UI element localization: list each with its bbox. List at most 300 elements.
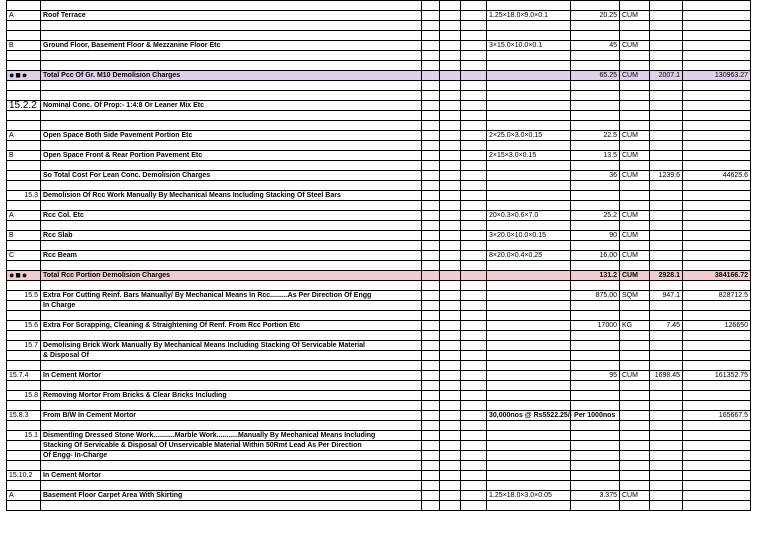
spare-cell	[422, 51, 440, 61]
rate-cell	[650, 121, 683, 131]
spacer-row	[7, 81, 751, 91]
unit-cell	[620, 451, 650, 461]
measurement-cell	[487, 311, 571, 321]
description-cell: Roof Terrace	[41, 11, 422, 21]
item-code-cell	[7, 81, 41, 91]
table-row	[7, 191, 751, 201]
rate-cell	[650, 451, 683, 461]
measurement-cell	[487, 441, 571, 451]
item-code-cell	[7, 161, 41, 171]
description-cell: Extra For Cutting Reinf. Bars Manually/ By Mechanical Means In Rcc.........As Per Direction Of Engg	[41, 291, 422, 301]
quantity-cell: 17000	[571, 321, 620, 331]
spare-cell	[440, 451, 461, 461]
unit-cell	[620, 501, 650, 511]
item-code-cell	[7, 51, 41, 61]
measurement-cell	[487, 431, 571, 441]
item-code-cell	[7, 221, 41, 231]
spare-cell	[422, 291, 440, 301]
measurement-cell	[487, 121, 571, 131]
amount-cell	[683, 201, 751, 211]
spare-cell	[440, 111, 461, 121]
spare-cell	[461, 391, 487, 401]
rate-cell	[650, 231, 683, 241]
rate-cell	[650, 351, 683, 361]
item-code-cell	[7, 301, 41, 311]
rate-cell	[650, 401, 683, 411]
spare-cell	[422, 81, 440, 91]
description-cell: Dismentling Dressed Stone Work...........Marble Work...........Manually By Mechanical Means Including	[41, 431, 422, 441]
item-code-cell: 15.6	[7, 321, 41, 331]
measurement-cell	[487, 201, 571, 211]
amount-cell: 126650	[683, 321, 751, 331]
spare-cell	[422, 71, 440, 81]
spare-cell	[440, 371, 461, 381]
description-cell	[41, 241, 422, 251]
unit-cell: CUM	[620, 271, 650, 281]
measurement-cell	[487, 221, 571, 231]
spare-cell	[440, 481, 461, 491]
spare-cell	[461, 51, 487, 61]
spare-cell	[422, 121, 440, 131]
description-cell: Demolision Of Rcc Work Manually By Mechanical Means Including Stacking Of Steel Bars	[41, 191, 422, 201]
quantity-cell	[571, 441, 620, 451]
spare-cell	[422, 371, 440, 381]
item-code-cell: 15.7.4	[7, 371, 41, 381]
rate-cell	[650, 421, 683, 431]
quantity-cell	[571, 141, 620, 151]
amount-cell	[683, 1, 751, 11]
item-code-cell: A	[7, 491, 41, 501]
spare-cell	[440, 11, 461, 21]
item-code-cell: C	[7, 251, 41, 261]
item-code-cell	[7, 111, 41, 121]
spare-cell	[440, 501, 461, 511]
description-cell	[41, 281, 422, 291]
rate-cell	[650, 1, 683, 11]
rate-cell: 1698.45	[650, 371, 683, 381]
spare-cell	[422, 201, 440, 211]
table-row	[7, 451, 751, 461]
spare-cell	[461, 141, 487, 151]
spare-cell	[422, 251, 440, 261]
table-row	[7, 211, 751, 221]
amount-cell	[683, 381, 751, 391]
description-cell: In Cement Mortor	[41, 371, 422, 381]
item-code-cell	[7, 261, 41, 271]
amount-cell	[683, 161, 751, 171]
unit-cell	[620, 101, 650, 111]
measurement-cell	[487, 321, 571, 331]
description-cell: Total Pcc Of Gr. M10 Demolision Charges	[41, 71, 422, 81]
spare-cell	[440, 81, 461, 91]
spare-cell	[422, 441, 440, 451]
unit-cell	[620, 161, 650, 171]
description-cell: Nominal Conc. Of Prop:- 1:4:8 Or Leaner Mix Etc	[41, 101, 422, 111]
rate-cell	[650, 301, 683, 311]
item-code-cell	[7, 461, 41, 471]
rate-cell	[650, 31, 683, 41]
item-code-cell	[7, 31, 41, 41]
rate-cell: 1239.6	[650, 171, 683, 181]
unit-cell: CUM	[620, 11, 650, 21]
rate-cell	[650, 151, 683, 161]
item-code-cell: 15.1	[7, 431, 41, 441]
unit-cell	[620, 391, 650, 401]
quantity-cell: 13.5	[571, 151, 620, 161]
measurement-cell	[487, 181, 571, 191]
quantity-cell	[571, 471, 620, 481]
spare-cell	[422, 381, 440, 391]
spacer-row	[7, 261, 751, 271]
amount-cell: 384166.72	[683, 271, 751, 281]
spare-cell	[440, 21, 461, 31]
rate-cell	[650, 461, 683, 471]
quantity-cell	[571, 101, 620, 111]
rate-cell	[650, 61, 683, 71]
spare-cell	[440, 281, 461, 291]
amount-cell	[683, 311, 751, 321]
rate-cell	[650, 11, 683, 21]
estimate-sheet	[6, 0, 751, 511]
description-cell: Basement Floor Carpet Area With Skirting	[41, 491, 422, 501]
amount-cell	[683, 481, 751, 491]
unit-cell: CUM	[620, 151, 650, 161]
item-code-cell	[7, 421, 41, 431]
table-row	[7, 41, 751, 51]
quantity-cell: 20.25	[571, 11, 620, 21]
spare-cell	[440, 471, 461, 481]
spare-cell	[461, 61, 487, 71]
spare-cell	[461, 481, 487, 491]
spare-cell	[461, 271, 487, 281]
quantity-cell: 36	[571, 171, 620, 181]
spare-cell	[461, 331, 487, 341]
amount-cell	[683, 181, 751, 191]
spare-cell	[461, 501, 487, 511]
spacer-row	[7, 381, 751, 391]
item-code-cell: ●■●	[7, 71, 41, 81]
spare-cell	[440, 241, 461, 251]
description-cell	[41, 421, 422, 431]
spare-cell	[440, 351, 461, 361]
spare-cell	[440, 31, 461, 41]
spare-cell	[440, 41, 461, 51]
description-cell: Ground Floor, Basement Floor & Mezzanine Floor Etc	[41, 41, 422, 51]
measurement-cell	[487, 271, 571, 281]
measurement-cell	[487, 351, 571, 361]
measurement-cell	[487, 371, 571, 381]
measurement-cell	[487, 331, 571, 341]
rate-cell	[650, 141, 683, 151]
description-cell	[41, 121, 422, 131]
amount-cell: 130963.27	[683, 71, 751, 81]
unit-cell	[620, 381, 650, 391]
total-row	[7, 271, 751, 281]
table-row	[7, 251, 751, 261]
item-code-cell	[7, 381, 41, 391]
measurement-cell	[487, 281, 571, 291]
table-row	[7, 321, 751, 331]
amount-cell: 828712.5	[683, 291, 751, 301]
item-code-cell	[7, 1, 41, 11]
description-cell	[41, 201, 422, 211]
item-code-cell: ●■●	[7, 271, 41, 281]
spare-cell	[440, 321, 461, 331]
rate-cell	[650, 341, 683, 351]
spare-cell	[422, 21, 440, 31]
table-row	[7, 301, 751, 311]
quantity-cell	[571, 301, 620, 311]
spacer-row	[7, 501, 751, 511]
table-row	[7, 171, 751, 181]
spare-cell	[440, 121, 461, 131]
description-cell	[41, 401, 422, 411]
spare-cell	[461, 21, 487, 31]
measurement-cell	[487, 111, 571, 121]
amount-cell	[683, 151, 751, 161]
spare-cell	[440, 191, 461, 201]
spare-cell	[422, 431, 440, 441]
table-row	[7, 101, 751, 111]
quantity-cell	[571, 121, 620, 131]
quantity-cell	[571, 21, 620, 31]
table-row	[7, 131, 751, 141]
spare-cell	[422, 481, 440, 491]
quantity-cell	[571, 381, 620, 391]
quantity-cell	[571, 461, 620, 471]
spacer-row	[7, 31, 751, 41]
spare-cell	[440, 291, 461, 301]
spare-cell	[461, 371, 487, 381]
amount-cell: 44625.6	[683, 171, 751, 181]
table-row	[7, 351, 751, 361]
spare-cell	[461, 421, 487, 431]
spare-cell	[440, 251, 461, 261]
spare-cell	[440, 231, 461, 241]
amount-cell	[683, 21, 751, 31]
spare-cell	[440, 261, 461, 271]
item-code-cell: A	[7, 131, 41, 141]
unit-cell	[620, 51, 650, 61]
item-code-cell: 15.10.2	[7, 471, 41, 481]
spare-cell	[461, 111, 487, 121]
rate-cell	[650, 281, 683, 291]
rate-cell: 2928.1	[650, 271, 683, 281]
spare-cell	[422, 391, 440, 401]
amount-cell	[683, 451, 751, 461]
item-code-cell	[7, 241, 41, 251]
description-cell	[41, 331, 422, 341]
description-cell	[41, 181, 422, 191]
spare-cell	[440, 161, 461, 171]
measurement-cell	[487, 101, 571, 111]
table-row	[7, 471, 751, 481]
spare-cell	[461, 121, 487, 131]
item-code-cell: 15.2.2	[7, 101, 41, 111]
spare-cell	[461, 31, 487, 41]
item-code-cell: 15.7	[7, 341, 41, 351]
spare-cell	[461, 281, 487, 291]
spare-cell	[440, 431, 461, 441]
table-row	[7, 431, 751, 441]
description-cell	[41, 481, 422, 491]
amount-cell	[683, 221, 751, 231]
measurement-cell: 2×25.0×3.0×0.15	[487, 131, 571, 141]
spacer-row	[7, 241, 751, 251]
spare-cell	[461, 451, 487, 461]
spare-cell	[440, 141, 461, 151]
rate-cell	[650, 111, 683, 121]
amount-cell	[683, 441, 751, 451]
spare-cell	[461, 341, 487, 351]
item-code-cell	[7, 171, 41, 181]
spare-cell	[422, 501, 440, 511]
quantity-cell: 25.2	[571, 211, 620, 221]
table-row	[7, 411, 751, 421]
description-cell: Rcc Slab	[41, 231, 422, 241]
unit-cell: CUM	[620, 71, 650, 81]
spare-cell	[422, 161, 440, 171]
spacer-row	[7, 361, 751, 371]
rate-cell	[650, 101, 683, 111]
unit-cell	[620, 281, 650, 291]
rate-cell	[650, 441, 683, 451]
amount-cell	[683, 231, 751, 241]
description-cell	[41, 111, 422, 121]
spare-cell	[422, 11, 440, 21]
spare-cell	[440, 391, 461, 401]
spare-cell	[422, 1, 440, 11]
amount-cell	[683, 251, 751, 261]
amount-cell	[683, 11, 751, 21]
amount-cell	[683, 81, 751, 91]
amount-cell	[683, 401, 751, 411]
description-cell: Rcc Col. Etc	[41, 211, 422, 221]
quantity-cell	[571, 451, 620, 461]
spare-cell	[422, 261, 440, 271]
spacer-row	[7, 311, 751, 321]
description-cell: Demolising Brick Work Manually By Mechanical Means Including Stacking Of Servicable Material	[41, 341, 422, 351]
amount-cell	[683, 341, 751, 351]
item-code-cell	[7, 351, 41, 361]
measurement-cell	[487, 31, 571, 41]
spacer-row	[7, 221, 751, 231]
description-cell: In Cement Mortor	[41, 471, 422, 481]
quantity-cell	[571, 111, 620, 121]
unit-cell: CUM	[620, 171, 650, 181]
quantity-cell	[571, 161, 620, 171]
spare-cell	[461, 101, 487, 111]
spare-cell	[440, 1, 461, 11]
quantity-cell	[571, 361, 620, 371]
rate-cell	[650, 501, 683, 511]
spare-cell	[461, 11, 487, 21]
rate-cell: 2007.1	[650, 71, 683, 81]
spare-cell	[422, 91, 440, 101]
item-code-cell	[7, 121, 41, 131]
measurement-cell	[487, 301, 571, 311]
spare-cell	[440, 271, 461, 281]
table-row	[7, 491, 751, 501]
item-code-cell	[7, 91, 41, 101]
rate-cell	[650, 91, 683, 101]
spare-cell	[461, 1, 487, 11]
spare-cell	[461, 181, 487, 191]
description-cell	[41, 221, 422, 231]
rate-cell	[650, 491, 683, 501]
unit-cell: CUM	[620, 211, 650, 221]
quantity-cell: 45	[571, 41, 620, 51]
unit-cell: CUM	[620, 41, 650, 51]
unit-cell: CUM	[620, 131, 650, 141]
measurement-cell	[487, 421, 571, 431]
rate-cell	[650, 331, 683, 341]
rate-cell	[650, 471, 683, 481]
amount-cell	[683, 471, 751, 481]
amount-cell	[683, 31, 751, 41]
spare-cell	[461, 491, 487, 501]
item-code-cell	[7, 311, 41, 321]
item-code-cell: B	[7, 41, 41, 51]
spare-cell	[440, 381, 461, 391]
amount-cell	[683, 51, 751, 61]
spare-cell	[440, 101, 461, 111]
unit-cell	[620, 471, 650, 481]
spare-cell	[440, 401, 461, 411]
total-row	[7, 71, 751, 81]
quantity-cell: 90	[571, 231, 620, 241]
description-cell: Open Space Front & Rear Portion Pavement Etc	[41, 151, 422, 161]
spare-cell	[461, 361, 487, 371]
description-cell: Extra For Scrapping, Cleaning & Straightening Of Renf. From Rcc Portion Etc	[41, 321, 422, 331]
measurement-cell	[487, 171, 571, 181]
spare-cell	[422, 411, 440, 421]
description-cell: So Total Cost For Lean Conc. Demolision Charges	[41, 171, 422, 181]
unit-cell: CUM	[620, 251, 650, 261]
unit-cell	[620, 481, 650, 491]
quantity-cell	[571, 501, 620, 511]
rate-cell	[650, 261, 683, 271]
item-code-cell	[7, 61, 41, 71]
rate-cell	[650, 221, 683, 231]
spacer-row	[7, 141, 751, 151]
rate-cell	[650, 131, 683, 141]
spare-cell	[440, 131, 461, 141]
rate-cell	[650, 51, 683, 61]
spare-cell	[461, 251, 487, 261]
amount-cell	[683, 91, 751, 101]
spare-cell	[422, 281, 440, 291]
spare-cell	[422, 111, 440, 121]
unit-cell	[620, 241, 650, 251]
spare-cell	[440, 301, 461, 311]
spare-cell	[461, 241, 487, 251]
spare-cell	[461, 301, 487, 311]
amount-cell	[683, 241, 751, 251]
unit-cell: CUM	[620, 491, 650, 501]
quantity-cell: 22.5	[571, 131, 620, 141]
quantity-cell	[571, 431, 620, 441]
spare-cell	[440, 421, 461, 431]
description-cell: From B/W In Cement Mortor	[41, 411, 422, 421]
item-code-cell	[7, 401, 41, 411]
quantity-cell	[571, 201, 620, 211]
spacer-row	[7, 61, 751, 71]
amount-cell	[683, 121, 751, 131]
rate-cell	[650, 191, 683, 201]
quantity-cell	[571, 281, 620, 291]
item-code-cell	[7, 361, 41, 371]
